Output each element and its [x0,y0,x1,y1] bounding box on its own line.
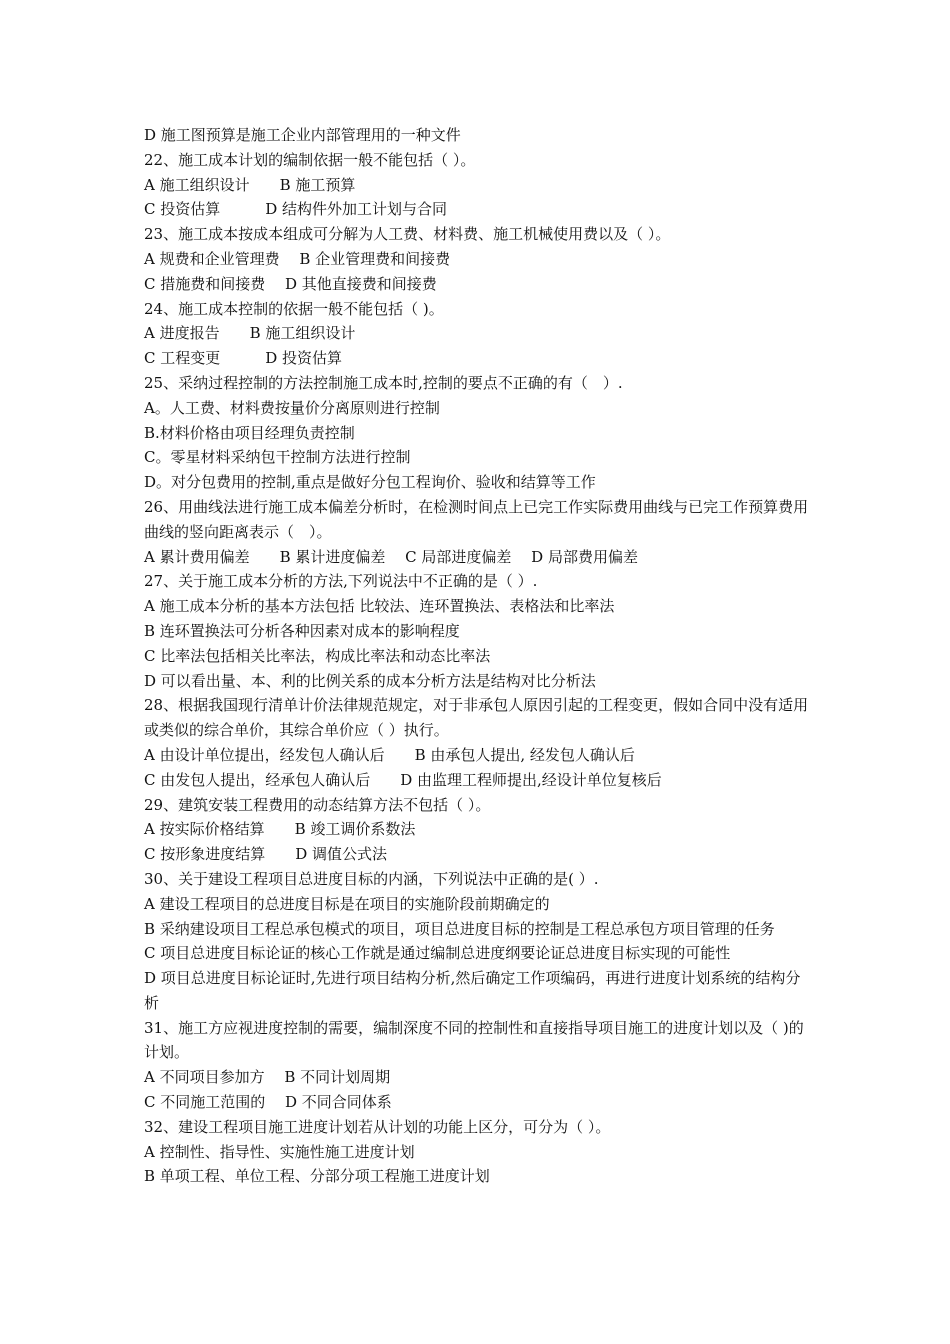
text-line: A 建设工程项目的总进度目标是在项目的实施阶段前期确定的 [144,894,550,913]
question-25: 25、采纳过程控制的方法控制施工成本时,控制的要点不正确的有（ ）. [144,373,623,392]
text-line: A 由设计单位提出，经发包人确认后 B 由承包人提出, 经发包人确认后 [144,745,635,764]
text-line: C 措施费和间接费 D 其他直接费和间接费 [144,274,437,293]
document-page [144,123,812,1189]
text-line: B 采纳建设项目工程总承包模式的项目，项目总进度目标的控制是工程总承包方项目管理的任务 [144,919,775,938]
question-29: 29、建筑安装工程费用的动态结算方法不包括（ ）。 [144,795,491,814]
text-line: D 项目总进度目标论证时,先进行项目结构分析,然后确定工作项编码，再进行进度计划系统的结构分析 [144,969,801,1012]
text-line: A 累计费用偏差 B 累计进度偏差 C 局部进度偏差 D 局部费用偏差 [144,547,638,566]
text-line: C 工程变更 D 投资估算 [144,349,343,368]
text-line: A 按实际价格结算 B 竣工调价系数法 [144,820,416,839]
text-line: C 项目总进度目标论证的核心工作就是通过编制总进度纲要论证总进度目标实现的可能性 [144,944,731,963]
text-line: A 施工成本分析的基本方法包括 比较法、连环置换法、表格法和比率法 [144,597,615,616]
text-line: D 可以看出量、本、利的比例关系的成本分析方法是结构对比分析法 [144,671,596,690]
question-27: 27、关于施工成本分析的方法,下列说法中不正确的是（ ）. [144,572,538,591]
text-line: A 进度报告 B 施工组织设计 [144,324,356,343]
text-line: A 规费和企业管理费 B 企业管理费和间接费 [144,249,451,268]
text-line: B.材料价格由项目经理负责控制 [144,423,355,442]
text-line: D。对分包费用的控制,重点是做好分包工程询价、验收和结算等工作 [144,473,596,492]
text-line: C 不同施工范围的 D 不同合同体系 [144,1093,392,1112]
text-line: C 由发包人提出，经承包人确认后 D 由监理工程师提出,经设计单位复核后 [144,770,662,789]
question-32: 32、建设工程项目施工进度计划若从计划的功能上区分，可分为（ ）。 [144,1117,611,1136]
text-line: C 投资估算 D 结构件外加工计划与合同 [144,200,448,219]
text-line: C 按形象进度结算 D 调值公式法 [144,845,388,864]
question-26: 26、用曲线法进行施工成本偏差分析时，在检测时间点上已完工作实际费用曲线与已完工作预算费用曲线的竖向距离表示（ ）。 [144,497,809,541]
question-28: 28、根据我国现行清单计价法律规范规定，对于非承包人原因引起的工程变更，假如合同中没有适用或类似的综合单价，其综合单价应（ ）执行。 [144,696,809,740]
text-line: A 不同项目参加方 B 不同计划周期 [144,1068,391,1087]
question-31: 31、施工方应视进度控制的需要，编制深度不同的控制性和直接指导项目施工的进度计划以及（ )的计划。 [144,1018,804,1062]
text-line: B 连环置换法可分析各种因素对成本的影响程度 [144,621,460,640]
text-line: D 施工图预算是施工企业内部管理用的一种文件 [144,126,461,144]
question-30: 30、关于建设工程项目总进度目标的内涵，下列说法中正确的是( ）. [144,869,599,888]
question-22: 22、施工成本计划的编制依据一般不能包括（ ）。 [144,150,476,169]
text-line: B 单项工程、单位工程、分部分项工程施工进度计划 [144,1167,490,1186]
question-24: 24、施工成本控制的依据一般不能包括（ )。 [144,299,444,318]
text-line: A。人工费、材料费按量价分离原则进行控制 [144,398,440,417]
text-line: A 控制性、指导性、实施性施工进度计划 [144,1142,415,1161]
text-line: A 施工组织设计 B 施工预算 [144,175,356,194]
text-line: C。零星材料采纳包干控制方法进行控制 [144,448,411,467]
text-line: C 比率法包括相关比率法，构成比率法和动态比率法 [144,646,491,665]
question-23: 23、施工成本按成本组成可分解为人工费、材料费、施工机械使用费以及（ ）。 [144,225,671,244]
